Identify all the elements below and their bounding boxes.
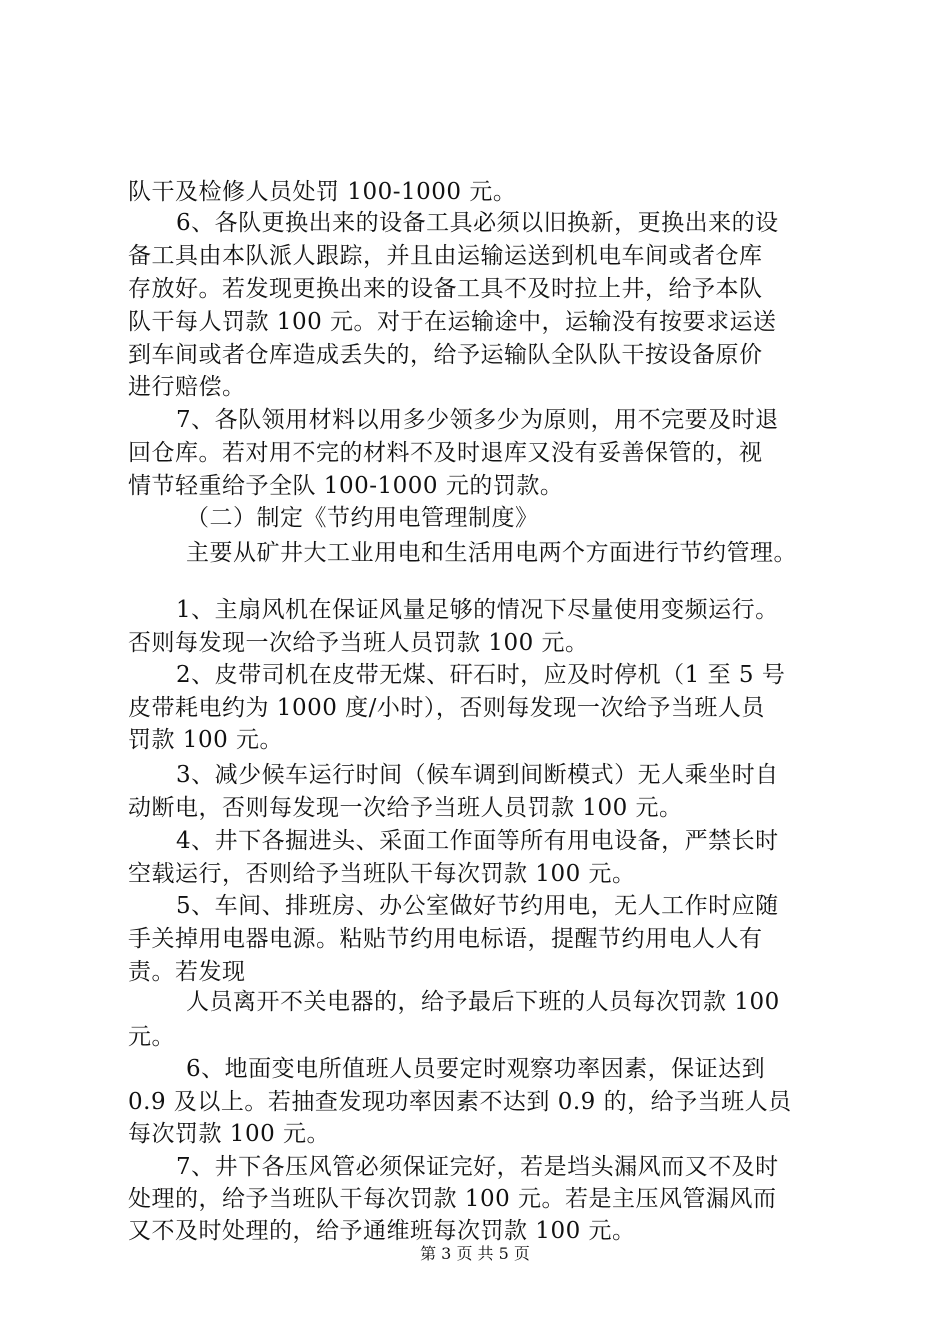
text-line: 队干及检修人员处罚 100-1000 元。 [128, 179, 517, 205]
text-line: 情节轻重给予全队 100-1000 元的罚款。 [128, 473, 564, 499]
text-line: 动断电，否则每发现一次给予当班人员罚款 100 元。 [128, 795, 683, 821]
text-line: 空载运行，否则给予当班队干每次罚款 100 元。 [128, 861, 636, 887]
text-line: 皮带耗电约为 1000 度/小时），否则每发现一次给予当班人员 [128, 695, 765, 721]
item-4-first-line: 4、井下各掘进头、采面工作面等所有用电设备，严禁长时 [176, 828, 779, 854]
section-intro: 主要从矿井大工业用电和生活用电两个方面进行节约管理。 [186, 540, 797, 566]
text-line: 手关掉用电器电源。粘贴节约用电标语，提醒节约用电人人有 [128, 926, 763, 952]
page-footer: 第 3 页 共 5 页 [420, 1244, 530, 1263]
paragraph-6-first-line: 6、各队更换出来的设备工具必须以旧换新，更换出来的设 [176, 210, 779, 236]
text-line: 元。 [128, 1024, 175, 1050]
text-line: 每次罚款 100 元。 [128, 1121, 331, 1147]
paragraph-7-first-line: 7、各队领用材料以用多少领多少为原则，用不完要及时退 [176, 407, 779, 433]
text-line: 到车间或者仓库造成丢失的，给予运输队全队队干按设备原价 [128, 342, 763, 368]
text-line: 备工具由本队派人跟踪，并且由运输运送到机电车间或者仓库 [128, 243, 763, 269]
text-line: 处理的，给予当班队干每次罚款 100 元。若是主压风管漏风而 [128, 1186, 777, 1212]
item-2-first-line: 2、皮带司机在皮带无煤、矸石时，应及时停机（1 至 5 号 [176, 662, 786, 688]
text-line: 0.9 及以上。若抽查发现功率因素不达到 0.9 的，给予当班人员 [128, 1089, 792, 1115]
item-7-first-line: 7、井下各压风管必须保证完好，若是垱头漏风而又不及时 [176, 1154, 779, 1180]
item-6-first-line: 6、地面变电所值班人员要定时观察功率因素，保证达到 [186, 1056, 766, 1082]
text-line: 又不及时处理的，给予通维班每次罚款 100 元。 [128, 1218, 636, 1244]
text-line: 罚款 100 元。 [128, 727, 284, 753]
item-1-first-line: 1、主扇风机在保证风量足够的情况下尽量使用变频运行。 [176, 597, 779, 623]
text-line: 回仓库。若对用不完的材料不及时退库又没有妥善保管的，视 [128, 440, 763, 466]
section-heading: （二）制定《节约用电管理制度》 [186, 505, 539, 531]
item-5-first-line: 5、车间、排班房、办公室做好节约用电，无人工作时应随 [176, 893, 779, 919]
text-line: 存放好。若发现更换出来的设备工具不及时拉上井，给予本队 [128, 276, 763, 302]
text-line: 进行赔偿。 [128, 374, 246, 400]
item-3-first-line: 3、减少候车运行时间（候车调到间断模式）无人乘坐时自 [176, 762, 779, 788]
text-line: 人员离开不关电器的，给予最后下班的人员每次罚款 100 [186, 989, 780, 1015]
text-line: 否则每发现一次给予当班人员罚款 100 元。 [128, 630, 589, 656]
text-line: 责。若发现 [128, 959, 246, 985]
text-line: 队干每人罚款 100 元。对于在运输途中，运输没有按要求运送 [128, 309, 777, 335]
